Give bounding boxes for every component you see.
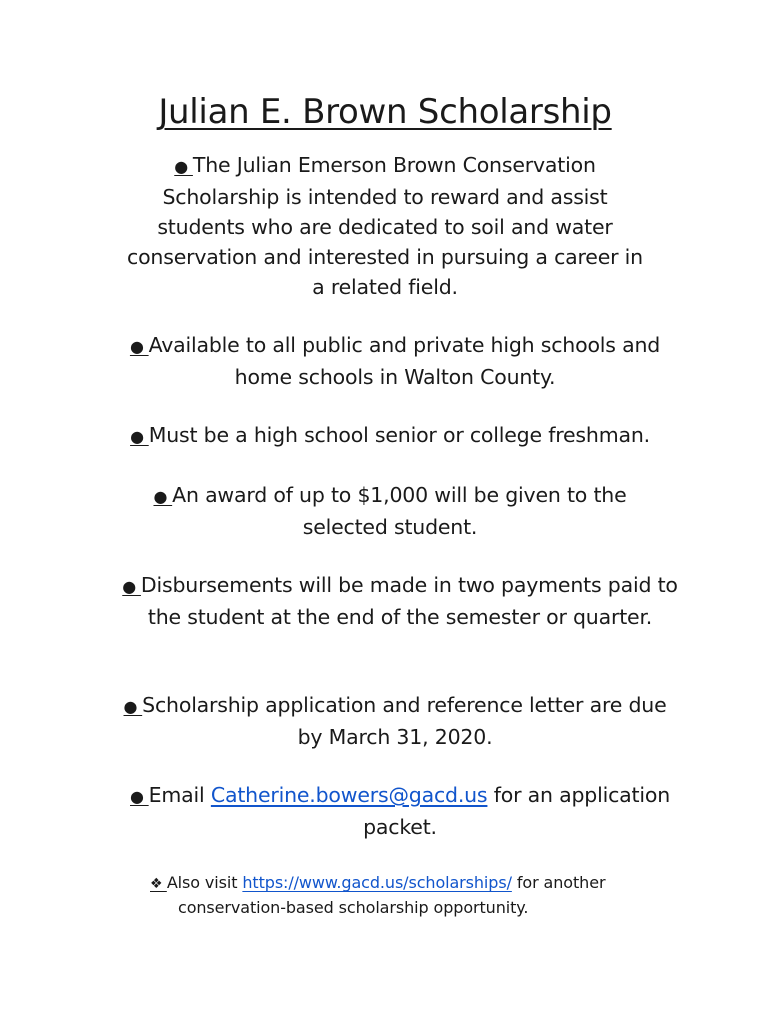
- bullet-icon: ●: [130, 427, 149, 446]
- bullet-icon: ●: [122, 577, 141, 596]
- description-item: [125, 150, 645, 302]
- email-item: [100, 780, 700, 842]
- deadline-item: [115, 690, 675, 752]
- scholarships-link[interactable]: https://www.gacd.us/scholarships/: [242, 873, 512, 892]
- email-link[interactable]: Catherine.bowers@gacd.us: [210, 783, 488, 807]
- eligibility-item: [110, 330, 680, 392]
- note-line-2: conservation-based scholarship opportunity.: [178, 898, 529, 917]
- award-item: [130, 480, 650, 542]
- requirement-item: [95, 420, 685, 452]
- award-text: An award of up to $1,000 will be given to the selected student.: [172, 483, 627, 539]
- additional-note: [150, 871, 670, 920]
- bullet-icon: ●: [123, 697, 143, 716]
- eligibility-text: Available to all public and private high schools and home schools in Walton County.: [148, 333, 661, 389]
- note-prefix: Also visit: [166, 873, 243, 892]
- bullet-icon: ●: [130, 787, 149, 806]
- bullet-icon: ●: [129, 337, 149, 356]
- bullet-icon: ●: [153, 487, 173, 506]
- disbursement-item: [110, 570, 690, 632]
- diamond-bullet-icon: ❖: [150, 876, 167, 892]
- requirement-text: Must be a high school senior or college freshman.: [148, 423, 650, 447]
- email-suffix: for an application packet.: [363, 783, 670, 839]
- description-text: The Julian Emerson Brown Conservation Scholarship is intended to reward and assist students who are dedicated to soil and water conservation and interested in pursuing a career in a related field.: [127, 153, 643, 299]
- disbursement-text: Disbursements will be made in two payments paid to the student at the end of the semester or quarter.: [140, 573, 678, 629]
- note-suffix: for another: [511, 873, 606, 892]
- email-prefix: Email: [148, 783, 211, 807]
- bullet-icon: ●: [174, 157, 193, 176]
- deadline-text: Scholarship application and reference letter are due by March 31, 2020.: [142, 693, 667, 749]
- page-title: Julian E. Brown Scholarship: [158, 92, 612, 132]
